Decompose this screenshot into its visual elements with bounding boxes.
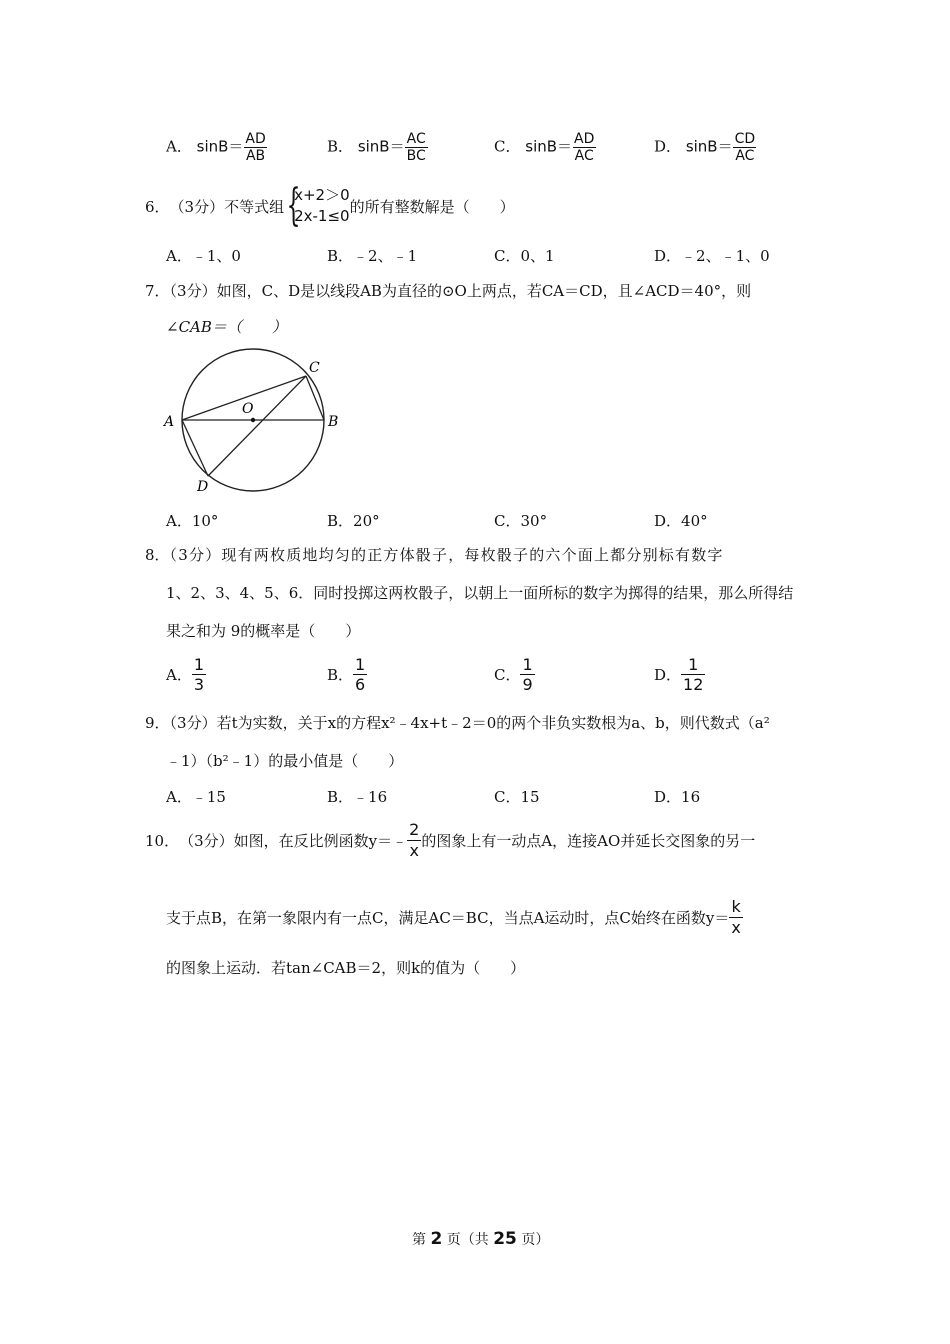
q5-option-d bbox=[654, 131, 757, 164]
q9-option-d: D．16 bbox=[654, 788, 701, 806]
q8-option-b bbox=[327, 655, 367, 694]
q6-option-d: D．﹣2、﹣1、0 bbox=[654, 247, 770, 265]
question-number: 10． bbox=[145, 832, 180, 850]
inequality-1: x+2＞0 bbox=[294, 186, 350, 204]
option-label: D． bbox=[654, 137, 682, 156]
q7-option-a: A．10° bbox=[166, 512, 219, 530]
q9-stem-line2: ﹣1）（b²﹣1）的最小值是（ ） bbox=[166, 752, 404, 770]
q10-stem-line1 bbox=[145, 820, 755, 861]
option-label: A． bbox=[166, 137, 192, 156]
option-label: D． bbox=[654, 666, 682, 684]
q7-option-c: C．30° bbox=[494, 512, 548, 530]
fraction bbox=[353, 655, 367, 694]
denominator: x bbox=[731, 918, 741, 937]
footer-text: 页（共 bbox=[446, 1232, 489, 1248]
numerator: AD bbox=[245, 131, 266, 147]
q7-circle-figure bbox=[160, 343, 345, 503]
option-label: A． bbox=[166, 666, 192, 684]
q5-option-c bbox=[494, 131, 596, 164]
denominator: AC bbox=[735, 148, 755, 164]
label-a: A bbox=[164, 414, 175, 430]
option-prefix: sinB＝ bbox=[196, 137, 244, 156]
question-number: 8． bbox=[145, 546, 170, 564]
denominator: 6 bbox=[355, 675, 366, 694]
option-label: C． bbox=[494, 137, 521, 156]
fraction-k-over-x bbox=[729, 897, 742, 938]
denominator: BC bbox=[406, 148, 426, 164]
option-label: B． bbox=[327, 137, 354, 156]
denominator: 12 bbox=[683, 675, 704, 694]
chord-cd bbox=[208, 376, 306, 476]
q6-stem bbox=[145, 180, 515, 231]
option-label: B． bbox=[327, 666, 354, 684]
q9-option-c: C．15 bbox=[494, 788, 540, 806]
label-b: B bbox=[328, 414, 339, 430]
numerator: k bbox=[731, 897, 741, 916]
label-d: D bbox=[197, 479, 209, 495]
chord-cb bbox=[306, 376, 324, 420]
page-total: 25 bbox=[493, 1229, 517, 1249]
page-footer bbox=[412, 1229, 549, 1249]
center-point bbox=[251, 418, 255, 422]
question-text-tail: 的所有整数解是（ ） bbox=[349, 197, 515, 216]
q7-stem-line2: ∠CAB＝（ ） bbox=[166, 318, 287, 336]
question-text: （3分）如图，在反比例函数y＝﹣ bbox=[179, 832, 408, 850]
question-text: （3分）如图，C、D是以线段AB为直径的⊙O上两点，若CA＝CD，且∠ACD＝40°，则 bbox=[169, 282, 752, 300]
q5-option-b bbox=[327, 131, 428, 164]
numerator: 1 bbox=[522, 655, 533, 674]
q6-option-b: B．﹣2、﹣1 bbox=[327, 247, 418, 265]
q10-stem-line3: 的图象上运动．若tan∠CAB＝2，则k的值为（ ） bbox=[166, 959, 526, 977]
question-text: （3分）若t为实数，关于x的方程x²﹣4x+t﹣2＝0的两个非负实数根为a、b，则代数式（a² bbox=[169, 714, 770, 732]
q8-option-c bbox=[494, 655, 535, 694]
q7-stem-line1 bbox=[145, 280, 751, 301]
question-text: 支于点B，在第一象限内有一点C，满足AC＝BC，当点A运动时，点C始终在函数y＝ bbox=[166, 909, 730, 927]
q9-stem-line1 bbox=[145, 712, 770, 733]
denominator: AC bbox=[574, 148, 594, 164]
question-number: 9． bbox=[145, 714, 170, 732]
question-number: 7． bbox=[145, 282, 170, 300]
question-number: 6． bbox=[145, 197, 170, 216]
q8-option-a bbox=[166, 655, 206, 694]
question-text: （3分）不等式组 bbox=[169, 197, 285, 216]
numerator: AC bbox=[406, 131, 426, 147]
q6-option-a: A．﹣1、0 bbox=[166, 247, 241, 265]
q9-option-a: A．﹣15 bbox=[166, 788, 226, 806]
numerator: 1 bbox=[355, 655, 366, 674]
q10-stem-line2 bbox=[166, 897, 743, 938]
q7-option-b: B．20° bbox=[327, 512, 380, 530]
fraction-2-over-x bbox=[407, 820, 421, 861]
fraction bbox=[243, 131, 267, 164]
chord-ad bbox=[182, 420, 208, 476]
fraction bbox=[681, 655, 705, 694]
option-label: C． bbox=[494, 666, 521, 684]
label-o: O bbox=[242, 401, 254, 417]
footer-text: 第 bbox=[412, 1232, 426, 1248]
inequality-2: 2x-1≤0 bbox=[294, 207, 350, 225]
numerator: 2 bbox=[409, 820, 420, 839]
q5-option-a bbox=[166, 131, 268, 164]
fraction bbox=[192, 655, 206, 694]
fraction bbox=[405, 131, 428, 164]
numerator: CD bbox=[734, 131, 756, 147]
option-prefix: sinB＝ bbox=[685, 137, 733, 156]
question-text-cont: 的图象上有一动点A，连接AO并延长交图象的另一 bbox=[421, 832, 756, 850]
denominator: 3 bbox=[193, 675, 205, 694]
option-prefix: sinB＝ bbox=[525, 137, 573, 156]
denominator: AB bbox=[245, 148, 266, 164]
q8-stem-line2: 1、2、3、4、5、6．同时投掷这两枚骰子，以朝上一面所标的数字为掷得的结果，那么所得结 bbox=[166, 584, 794, 602]
q8-stem-line3: 果之和为 9的概率是（ ） bbox=[166, 622, 361, 640]
denominator: x bbox=[409, 841, 419, 860]
option-prefix: sinB＝ bbox=[357, 137, 405, 156]
numerator: 1 bbox=[688, 655, 699, 674]
page-number: 2 bbox=[430, 1229, 443, 1249]
inequality-system bbox=[284, 180, 350, 231]
label-c: C bbox=[309, 360, 320, 376]
denominator: 9 bbox=[522, 675, 533, 694]
question-text: （3分）现有两枚质地均匀的正方体骰子，每枚骰子的六个面上都分别标有数字 bbox=[169, 546, 724, 564]
fraction bbox=[572, 131, 596, 164]
q6-option-c: C．0、1 bbox=[494, 247, 555, 265]
q8-option-d bbox=[654, 655, 705, 694]
brace-icon: { bbox=[286, 180, 301, 231]
footer-text: 页） bbox=[521, 1232, 550, 1248]
q7-option-d: D．40° bbox=[654, 512, 708, 530]
fraction bbox=[733, 131, 758, 164]
q8-stem-line1 bbox=[145, 544, 724, 565]
q9-option-b: B．﹣16 bbox=[327, 788, 388, 806]
fraction bbox=[520, 655, 534, 694]
numerator: 1 bbox=[193, 655, 205, 674]
numerator: AD bbox=[574, 131, 595, 147]
